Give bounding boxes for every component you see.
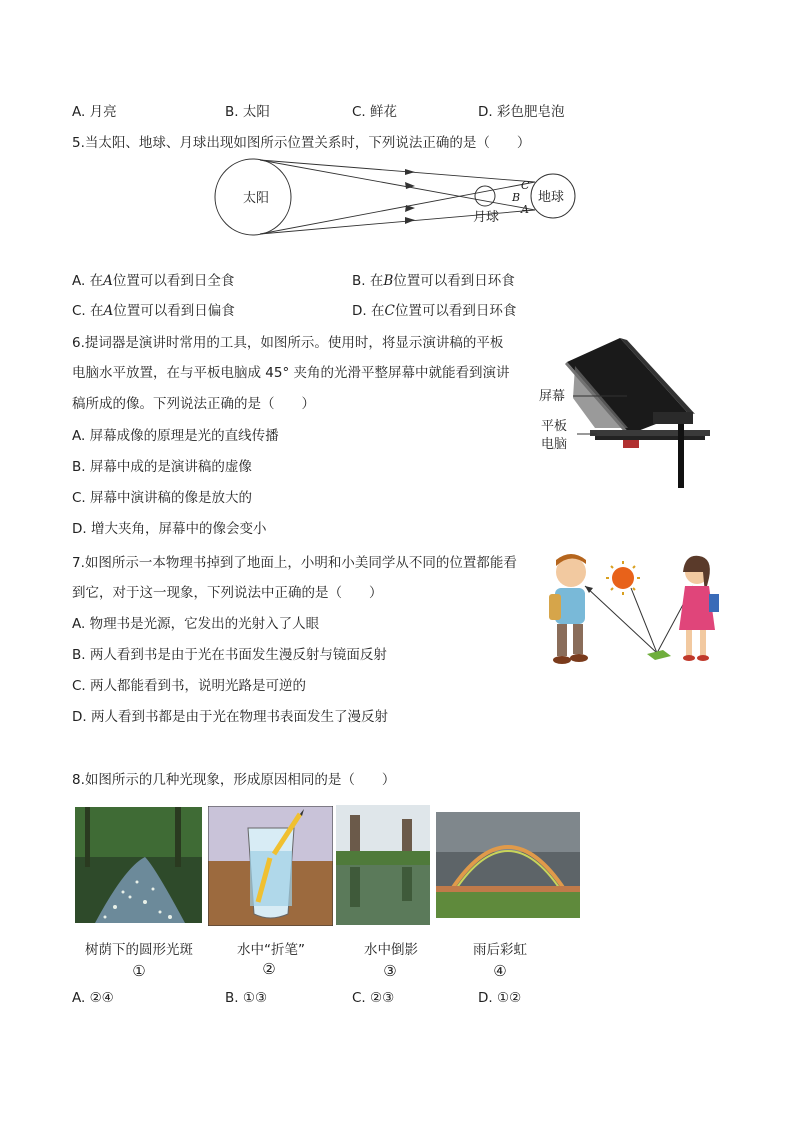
- q6-line-2: 电脑水平放置，在与平板电脑成 45° 夹角的光滑平整屏幕中就能看到演讲: [72, 365, 510, 381]
- label-b: B: [512, 191, 521, 204]
- caption-4: 雨后彩虹: [473, 942, 527, 958]
- number-1: ①: [132, 962, 146, 980]
- q6-option-c: C. 屏幕中演讲稿的像是放大的: [72, 490, 253, 506]
- teleprompter-figure: [535, 338, 730, 488]
- caption-1: 树荫下的圆形光斑: [85, 942, 193, 958]
- q7-line-1: 7.如图所示一本物理书掉到了地面上，小明和小美同学从不同的位置都能看: [72, 555, 517, 571]
- q4-option-c: C. 鲜花: [352, 104, 398, 120]
- caption-3: 水中倒影: [364, 942, 418, 958]
- book-reflection-figure: [545, 550, 725, 675]
- q7-option-c: C. 两人都能看到书，说明光路是可逆的: [72, 678, 307, 694]
- q6-option-d: D. 增大夹角，屏幕中的像会变小: [72, 521, 267, 537]
- q5-stem: 5.当太阳、地球、月球出现如图所示位置关系时，下列说法正确的是（ ）: [72, 135, 531, 151]
- q8-option-b: B. ①③: [225, 990, 268, 1006]
- photo-reflection: [336, 805, 430, 925]
- number-4: ④: [493, 962, 507, 980]
- screen-label: 屏幕: [539, 389, 566, 404]
- photo-tree-shade: [75, 807, 202, 923]
- moon-label: 月球: [473, 210, 500, 225]
- q7-option-b: B. 两人看到书是由于光在书面发生漫反射与镜面反射: [72, 647, 387, 663]
- q4-option-b: B. 太阳: [225, 104, 270, 120]
- label-c: C: [521, 179, 530, 192]
- q6-option-b: B. 屏幕中成的是演讲稿的虚像: [72, 459, 252, 475]
- eclipse-diagram: [205, 158, 585, 240]
- tablet-label-1: 平板: [541, 419, 568, 434]
- sun-icon: [612, 567, 634, 589]
- q6-option-a: A. 屏幕成像的原理是光的直线传播: [72, 428, 279, 444]
- q7-option-a: A. 物理书是光源，它发出的光射入了人眼: [72, 616, 320, 632]
- q7-line-2: 到它，对于这一现象，下列说法中正确的是（ ）: [72, 585, 383, 601]
- q8-option-d: D. ①②: [478, 990, 522, 1006]
- book-icon: [647, 650, 671, 660]
- q6-line-3: 稿所成的像。下列说法正确的是（ ）: [72, 396, 315, 412]
- q5-option-c: C. 在A位置可以看到日偏食: [72, 303, 235, 319]
- label-a: A: [521, 203, 529, 216]
- q5-option-b: B. 在B位置可以看到日环食: [352, 273, 515, 289]
- q8-option-a: A. ②④: [72, 990, 114, 1006]
- photo-rainbow: [436, 812, 580, 918]
- q5-option-a: A. 在A位置可以看到日全食: [72, 273, 235, 289]
- moon-circle: [475, 186, 495, 206]
- number-2: ②: [262, 960, 276, 978]
- tablet-label-2: 电脑: [541, 437, 568, 452]
- q5-option-d: D. 在C位置可以看到日环食: [352, 303, 517, 319]
- sun-label: 太阳: [243, 191, 270, 206]
- q8-option-c: C. ②③: [352, 990, 395, 1006]
- earth-label: 地球: [538, 190, 565, 205]
- q4-option-a: A. 月亮: [72, 104, 117, 120]
- q7-option-d: D. 两人看到书都是由于光在物理书表面发生了漫反射: [72, 709, 388, 725]
- number-3: ③: [383, 962, 397, 980]
- q4-option-d: D. 彩色肥皂泡: [478, 104, 565, 120]
- photo-bent-pencil: [208, 806, 333, 926]
- caption-2: 水中“折笔”: [237, 942, 305, 958]
- q8-stem: 8.如图所示的几种光现象，形成原因相同的是（ ）: [72, 772, 396, 788]
- q6-line-1: 6.提词器是演讲时常用的工具，如图所示。使用时，将显示演讲稿的平板: [72, 335, 504, 351]
